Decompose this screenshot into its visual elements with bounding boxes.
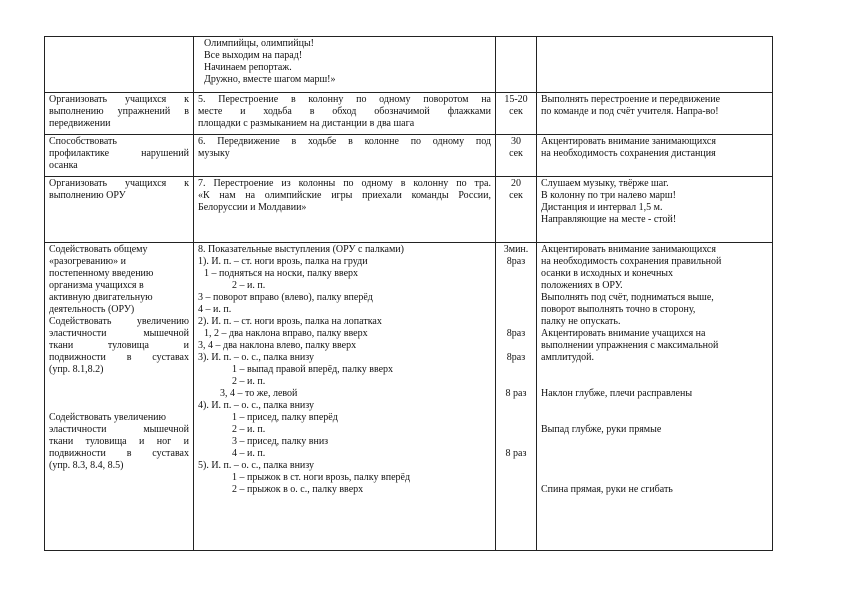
spacer bbox=[49, 376, 189, 412]
spacer bbox=[500, 364, 532, 388]
content-line: 5. Перестроение в колонну по одному поворотом на bbox=[198, 94, 491, 105]
task-line: ткани туловища и ног и bbox=[49, 436, 189, 447]
notes-cell bbox=[537, 37, 773, 93]
notes-line: Слушаем музыку, твёрже шаг. bbox=[541, 178, 669, 189]
task-line: Содействовать увеличению bbox=[49, 412, 167, 423]
content-line: 2 – прыжок в о. с., палку вверх bbox=[232, 484, 364, 495]
notes-line: палку не опускать. bbox=[541, 316, 621, 327]
time-line: 8раз bbox=[506, 328, 526, 339]
task-line: подвижности в суставах bbox=[49, 352, 189, 363]
content-line: 3 – присед, палку вниз bbox=[232, 436, 329, 447]
task-cell bbox=[45, 93, 194, 135]
time-line: 8раз bbox=[506, 352, 526, 363]
notes-line: Выполнять перестроение и передвижение bbox=[541, 94, 721, 105]
content-cell bbox=[194, 243, 496, 551]
notes-line: Наклон глубже, плечи расправлены bbox=[541, 388, 693, 399]
content-line: музыку bbox=[198, 148, 230, 159]
content-line: 2 – и. п. bbox=[232, 424, 266, 435]
notes-line: Спина прямая, руки не сгибать bbox=[541, 484, 673, 495]
notes-cell bbox=[537, 243, 773, 551]
task-line: «разогреванию» и bbox=[49, 256, 126, 267]
notes-line: Направляющие на месте - стой! bbox=[541, 214, 677, 225]
content-line: месте и ходьба в обход обозначимой флажками bbox=[198, 106, 491, 117]
lesson-plan-table bbox=[44, 36, 772, 560]
content-line: площадки с размыканием на дистанции в два шага bbox=[198, 118, 415, 129]
task-cell bbox=[45, 243, 194, 551]
content-line: Белоруссии и Молдавии» bbox=[198, 202, 307, 213]
notes-line: Акцентировать внимание занимающихся bbox=[541, 244, 716, 255]
content-line: 4). И. п. – о. с., палка внизу bbox=[198, 400, 315, 411]
content-line: 3 – поворот вправо (влево), палку вперёд bbox=[198, 292, 373, 303]
time-line: 8 раз bbox=[505, 388, 527, 399]
time-line: 20 bbox=[511, 178, 521, 189]
task-line: Организовать учащихся к bbox=[49, 94, 189, 105]
notes-line: Акцентировать внимание занимающихся bbox=[541, 136, 716, 147]
task-cell bbox=[45, 135, 194, 177]
notes-line: В колонну по три налево марш! bbox=[541, 190, 676, 201]
content-line: 1 – выпад правой вперёд, палку вверх bbox=[232, 364, 394, 375]
notes-line: по команде и под счёт учителя. Напра-во! bbox=[541, 106, 719, 117]
task-line: эластичности мышечной bbox=[49, 328, 189, 339]
content-cell bbox=[194, 177, 496, 243]
content-line: 1, 2 – два наклона вправо, палку вверх bbox=[204, 328, 368, 339]
task-line: (упр. 8.3, 8.4, 8.5) bbox=[49, 460, 124, 471]
content-line: «К нам на олимпийские игры приехали команды России, bbox=[198, 190, 491, 201]
spacer bbox=[541, 400, 768, 424]
table-row bbox=[45, 177, 773, 243]
time-cell bbox=[496, 243, 537, 551]
time-line: 8раз bbox=[506, 256, 526, 267]
content-line: Олимпийцы, олимпийцы! bbox=[204, 38, 315, 49]
task-line: Организовать учащихся к bbox=[49, 178, 189, 189]
notes-line: поворот выполнять точно в сторону, bbox=[541, 304, 696, 315]
task-line: Способствовать bbox=[49, 136, 117, 147]
content-line: Дружно, вместе шагом марш!» bbox=[204, 74, 336, 85]
task-line: деятельность (ОРУ) bbox=[49, 304, 135, 315]
notes-line: Выпад глубже, руки прямые bbox=[541, 424, 662, 435]
table-row bbox=[45, 37, 773, 93]
spacer bbox=[541, 364, 768, 388]
time-cell bbox=[496, 135, 537, 177]
task-line: подвижности в суставах bbox=[49, 448, 189, 459]
content-line: 2). И. п. – ст. ноги врозь, палка на лопатках bbox=[198, 316, 382, 327]
table-row bbox=[45, 135, 773, 177]
time-line: 8 раз bbox=[505, 448, 527, 459]
spacer bbox=[500, 340, 532, 352]
notes-line: амплитудой. bbox=[541, 352, 595, 363]
content-line: 2 – и. п. bbox=[232, 280, 266, 291]
notes-line: на необходимость сохранения дистанция bbox=[541, 148, 716, 159]
lesson-table bbox=[44, 36, 773, 551]
content-cell bbox=[194, 135, 496, 177]
notes-line: на необходимость сохранения правильной bbox=[541, 256, 722, 267]
time-line: сек bbox=[509, 190, 523, 201]
task-line: выполнению ОРУ bbox=[49, 190, 126, 201]
notes-cell bbox=[537, 135, 773, 177]
notes-cell bbox=[537, 93, 773, 135]
task-cell bbox=[45, 177, 194, 243]
content-line: 2 – и. п. bbox=[232, 376, 266, 387]
time-line: сек bbox=[509, 148, 523, 159]
task-line: профилактике нарушений bbox=[49, 148, 189, 159]
table-row bbox=[45, 93, 773, 135]
task-line: эластичности мышечной bbox=[49, 424, 189, 435]
content-line: 1 – подняться на носки, палку вверх bbox=[204, 268, 359, 279]
time-line: 30 bbox=[511, 136, 521, 147]
notes-line: осанки в исходных и конечных bbox=[541, 268, 674, 279]
task-line: активную двигательную bbox=[49, 292, 153, 303]
content-line: Начинаем репортаж. bbox=[204, 62, 292, 73]
table-row bbox=[45, 243, 773, 551]
content-line: 5). И. п. – о. с., палка внизу bbox=[198, 460, 315, 471]
notes-line: Акцентировать внимание учащихся на bbox=[541, 328, 706, 339]
task-line: передвижении bbox=[49, 118, 111, 129]
notes-line: выполнении упражнения с максимальной bbox=[541, 340, 719, 351]
content-line: 4 – и. п. bbox=[232, 448, 266, 459]
task-line: выполнению упражнений в bbox=[49, 106, 189, 117]
task-line: ткани туловища и bbox=[49, 340, 189, 351]
spacer bbox=[541, 436, 768, 484]
notes-line: положениях в ОРУ. bbox=[541, 280, 623, 291]
content-line: 3). И. п. – о. с., палка внизу bbox=[198, 352, 315, 363]
content-line: Все выходим на парад! bbox=[204, 50, 303, 61]
notes-line: Выполнять под счёт, подниматься выше, bbox=[541, 292, 714, 303]
content-line: 1 – прыжок в ст. ноги врозь, палку вперёд bbox=[232, 472, 411, 483]
task-cell bbox=[45, 37, 194, 93]
task-line: Содействовать увеличению bbox=[49, 316, 189, 327]
content-cell bbox=[194, 93, 496, 135]
content-line: 6. Передвижение в ходьбе в колонне по одному под bbox=[198, 136, 491, 147]
time-line: 15-20 bbox=[504, 94, 528, 105]
spacer bbox=[500, 400, 532, 448]
task-line: организма учащихся в bbox=[49, 280, 144, 291]
time-line: сек bbox=[509, 106, 523, 117]
time-cell bbox=[496, 177, 537, 243]
content-line: 4 – и. п. bbox=[198, 304, 232, 315]
notes-line: Дистанция и интервал 1,5 м. bbox=[541, 202, 663, 213]
content-line: 8. Показательные выступления (ОРУ с палками) bbox=[198, 244, 404, 255]
content-line: 3, 4 – то же, левой bbox=[220, 388, 298, 399]
content-cell bbox=[194, 37, 496, 93]
content-line: 1 – присед, палку вперёд bbox=[232, 412, 338, 423]
content-line: 3, 4 – два наклона влево, палку вверх bbox=[198, 340, 357, 351]
spacer bbox=[500, 316, 532, 328]
task-line: осанка bbox=[49, 160, 78, 171]
notes-cell bbox=[537, 177, 773, 243]
task-line: Содействовать общему bbox=[49, 244, 148, 255]
time-line: 3мин. bbox=[503, 244, 529, 255]
task-line: постепенному введению bbox=[49, 268, 154, 279]
task-line: (упр. 8.1,8.2) bbox=[49, 364, 104, 375]
content-line: 7. Перестроение из колонны по одному в колонну по тра. bbox=[198, 178, 491, 189]
spacer bbox=[500, 268, 532, 316]
time-cell bbox=[496, 37, 537, 93]
time-cell bbox=[496, 93, 537, 135]
content-line: 1). И. п. – ст. ноги врозь, палка на груди bbox=[198, 256, 368, 267]
